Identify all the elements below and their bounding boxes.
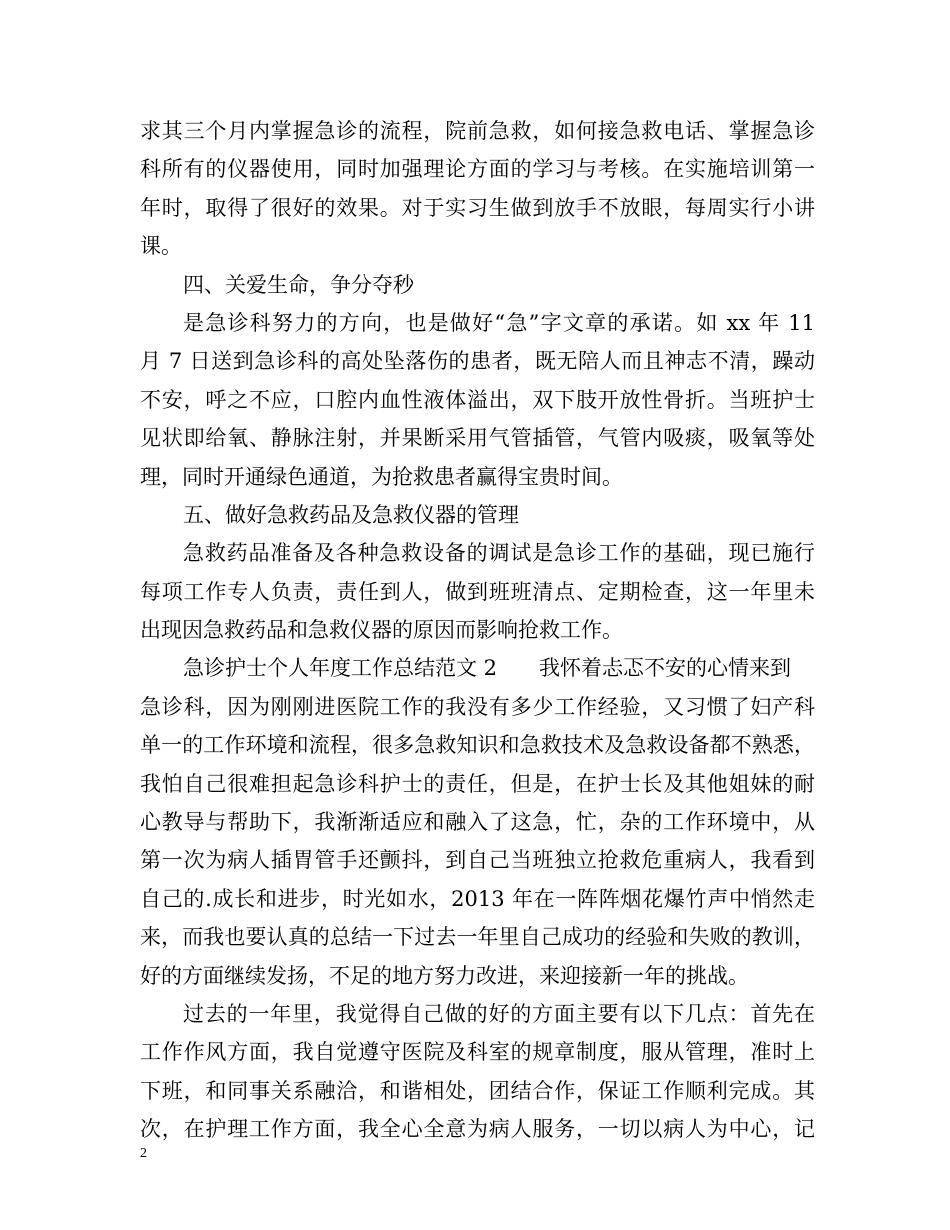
text-line: 单一的工作环境和流程，很多急救知识和急救技术及急救设备都不熟悉， <box>140 733 815 758</box>
text-line: 第一次为病人插胃管手还颤抖，到自己当班独立抢救危重病人，我看到 <box>140 848 815 873</box>
text-line: 见状即给氧、静脉注射，并果断采用气管插管，气管内吸痰，吸氧等处 <box>140 426 815 451</box>
text-line: 课。 <box>140 234 182 259</box>
text-line: 每项工作专人负责，责任到人，做到班班清点、定期检查，这一年里未 <box>140 579 815 604</box>
text-line: 急诊护士个人年度工作总结范文 2 我怀着忐忑不安的心情来到 <box>183 656 792 681</box>
text-line: 自己的.成长和进步，时光如水，2013 年在一阵阵烟花爆竹声中悄然走 <box>140 886 815 911</box>
text-line: 急诊科，因为刚刚进医院工作的我没有多少工作经验，又习惯了妇产科 <box>140 694 815 719</box>
text-line: 过去的一年里，我觉得自己做的好的方面主要有以下几点：首先在 <box>183 1001 815 1026</box>
text-line: 次，在护理工作方面，我全心全意为病人服务，一切以病人为中心，记 <box>140 1117 815 1142</box>
section-heading: 五、做好急救药品及急救仪器的管理 <box>183 502 519 527</box>
text-line: 我怕自己很难担起急诊科护士的责任，但是，在护士长及其他姐妹的耐 <box>140 771 815 796</box>
text-line: 急救药品准备及各种急救设备的调试是急诊工作的基础，现已施行 <box>183 541 815 566</box>
text-line: 好的方面继续发扬，不足的地方努力改进，来迎接新一年的挑战。 <box>140 963 749 988</box>
text-line: 出现因急救药品和急救仪器的原因而影响抢救工作。 <box>140 618 623 643</box>
text-line: 工作作风方面，我自觉遵守医院及科室的规章制度，服从管理，准时上 <box>140 1040 815 1065</box>
text-line: 求其三个月内掌握急诊的流程，院前急救，如何接急救电话、掌握急诊 <box>140 119 815 143</box>
text-line: 月 7 日送到急诊科的高处坠落伤的患者，既无陪人而且神志不清，躁动 <box>140 349 815 374</box>
text-line: 下班，和同事关系融洽，和谐相处，团结合作，保证工作顺利完成。其 <box>140 1078 815 1103</box>
text-line: 科所有的仪器使用，同时加强理论方面的学习与考核。在实施培训第一 <box>140 157 815 182</box>
text-line: 不安，呼之不应，口腔内血性液体溢出，双下肢开放性骨折。当班护士 <box>140 387 815 412</box>
text-line: 是急诊科努力的方向，也是做好“急”字文章的承诺。如 xx 年 11 <box>183 310 815 335</box>
text-line: 理，同时开通绿色通道，为抢救患者赢得宝贵时间。 <box>140 464 623 489</box>
page-number: 2 <box>140 1146 147 1161</box>
text-line: 心教导与帮助下，我渐渐适应和融入了这急，忙，杂的工作环境中，从 <box>140 810 815 835</box>
text-line: 年时，取得了很好的效果。对于实习生做到放手不放眼，每周实行小讲 <box>140 195 815 220</box>
section-heading: 四、关爱生命，争分夺秒 <box>183 272 414 297</box>
text-line: 来，而我也要认真的总结一下过去一年里自己成功的经验和失败的教训， <box>140 925 815 950</box>
document-body <box>140 112 815 1149</box>
